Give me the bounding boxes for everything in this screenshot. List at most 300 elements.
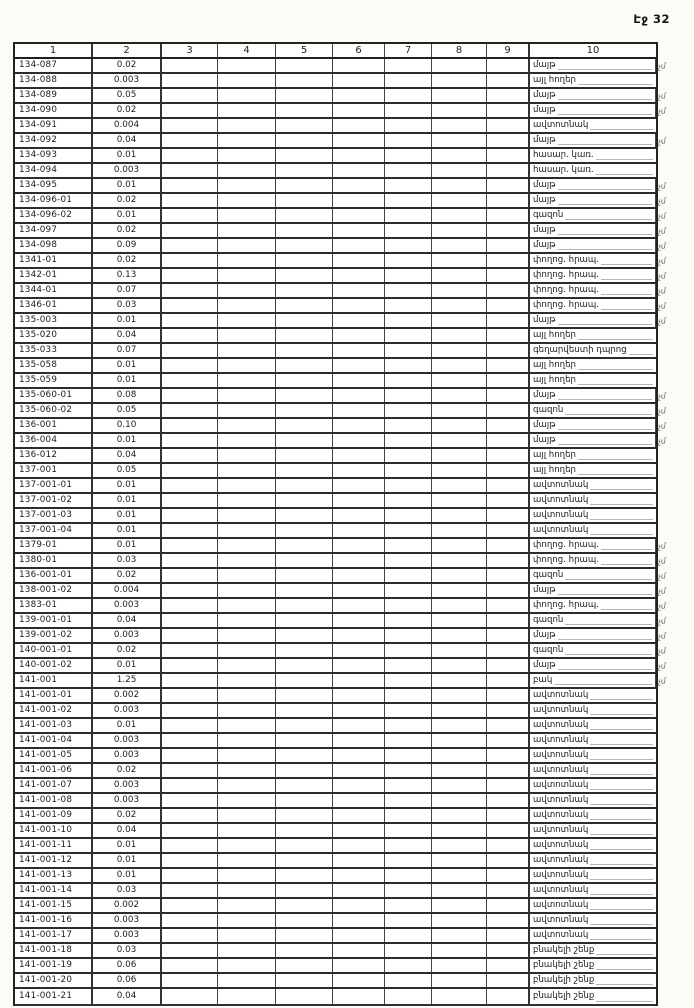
empty-cell <box>487 584 530 597</box>
parcel-code-cell: 135-060-02 <box>15 404 93 417</box>
empty-cell <box>487 944 530 957</box>
empty-cell <box>218 194 276 207</box>
parcel-code-cell: 141-001-18 <box>15 944 93 957</box>
handwritten-margin-mark: չմ <box>657 256 666 267</box>
empty-cell <box>162 299 218 312</box>
empty-cell <box>218 854 276 867</box>
empty-cell <box>333 884 385 897</box>
empty-cell <box>333 584 385 597</box>
area-value-cell: 0.02 <box>93 224 162 237</box>
empty-cell <box>432 59 487 72</box>
land-use-label: մայթ <box>533 240 556 251</box>
empty-cell <box>487 569 530 582</box>
table-row <box>15 944 656 959</box>
land-use-cell <box>530 449 656 462</box>
empty-cell <box>218 899 276 912</box>
handwritten-margin-mark: չմ <box>657 616 666 627</box>
empty-cell <box>385 479 432 492</box>
land-use-cell <box>530 389 656 402</box>
empty-cell <box>487 104 530 117</box>
empty-cell <box>385 539 432 552</box>
land-use-cell <box>530 929 656 942</box>
empty-cell <box>432 659 487 672</box>
parcel-code-cell: 137-001-03 <box>15 509 93 522</box>
scan-underline <box>601 601 652 610</box>
scan-underline <box>590 826 653 835</box>
empty-cell <box>162 674 218 687</box>
handwritten-margin-mark: չմ <box>657 571 666 582</box>
land-use-cell <box>530 434 656 447</box>
handwritten-margin-mark: չմ <box>657 661 666 672</box>
land-use-cell <box>530 59 656 72</box>
empty-cell <box>276 404 333 417</box>
land-use-cell <box>530 269 656 282</box>
parcel-code-cell: 141-001-14 <box>15 884 93 897</box>
empty-cell <box>385 914 432 927</box>
table-row <box>15 509 656 524</box>
handwritten-margin-mark: չմ <box>657 241 666 252</box>
parcel-code-cell: 134-087 <box>15 59 93 72</box>
empty-cell <box>162 509 218 522</box>
empty-cell <box>276 134 333 147</box>
empty-cell <box>162 599 218 612</box>
empty-cell <box>162 824 218 837</box>
parcel-code-cell: 137-001-01 <box>15 479 93 492</box>
parcel-code-cell: 1380-01 <box>15 554 93 567</box>
land-use-label: բնակելի շենք <box>533 991 595 1002</box>
empty-cell <box>162 194 218 207</box>
empty-cell <box>432 854 487 867</box>
empty-cell <box>276 104 333 117</box>
table-row <box>15 404 666 419</box>
empty-cell <box>333 749 385 762</box>
scan-underline <box>596 961 653 970</box>
empty-cell <box>276 719 333 732</box>
empty-cell <box>385 269 432 282</box>
area-value-cell: 0.01 <box>93 359 162 372</box>
land-use-cell <box>530 749 656 762</box>
empty-cell <box>432 809 487 822</box>
empty-cell <box>385 674 432 687</box>
table-row <box>15 254 666 269</box>
empty-cell <box>487 854 530 867</box>
land-use-cell <box>530 674 656 687</box>
land-use-cell <box>530 509 656 522</box>
land-use-label: մայթ <box>533 225 556 236</box>
empty-cell <box>487 884 530 897</box>
land-use-label: ավտոտնակ <box>533 525 589 536</box>
scan-underline <box>578 376 653 385</box>
empty-cell <box>333 569 385 582</box>
empty-cell <box>487 959 530 972</box>
table-row <box>15 464 656 479</box>
empty-cell <box>385 164 432 177</box>
parcel-code-cell: 1383-01 <box>15 599 93 612</box>
empty-cell <box>385 869 432 882</box>
parcel-code-cell: 139-001-02 <box>15 629 93 642</box>
empty-cell <box>276 899 333 912</box>
empty-cell <box>385 509 432 522</box>
empty-cell <box>432 224 487 237</box>
scan-underline <box>578 361 653 370</box>
empty-cell <box>162 689 218 702</box>
empty-cell <box>432 584 487 597</box>
empty-cell <box>276 509 333 522</box>
empty-cell <box>162 974 218 987</box>
land-use-label: ավտոտնակ <box>533 705 589 716</box>
empty-cell <box>385 299 432 312</box>
table-row <box>15 554 666 569</box>
empty-cell <box>385 569 432 582</box>
scan-underline <box>578 76 653 85</box>
empty-cell <box>432 479 487 492</box>
parcel-code-cell: 141-001-02 <box>15 704 93 717</box>
empty-cell <box>333 164 385 177</box>
table-row <box>15 494 656 509</box>
land-use-cell <box>530 374 656 387</box>
parcel-code-cell: 136-012 <box>15 449 93 462</box>
land-use-label: գազոն <box>533 645 564 656</box>
empty-cell <box>276 284 333 297</box>
empty-cell <box>276 614 333 627</box>
empty-cell <box>333 104 385 117</box>
parcel-code-cell: 134-093 <box>15 149 93 162</box>
parcel-code-cell: 1342-01 <box>15 269 93 282</box>
empty-cell <box>432 404 487 417</box>
empty-cell <box>432 644 487 657</box>
empty-cell <box>333 404 385 417</box>
land-use-cell <box>530 719 656 732</box>
parcel-code-cell: 1379-01 <box>15 539 93 552</box>
empty-cell <box>487 674 530 687</box>
handwritten-margin-mark: չմ <box>657 646 666 657</box>
table-row <box>15 704 656 719</box>
handwritten-margin-mark: չմ <box>657 541 666 552</box>
parcel-code-cell: 137-001-04 <box>15 524 93 537</box>
empty-cell <box>218 569 276 582</box>
empty-cell <box>218 134 276 147</box>
land-use-cell <box>530 914 656 927</box>
empty-cell <box>218 659 276 672</box>
land-use-cell <box>530 194 656 207</box>
area-value-cell: 0.01 <box>93 869 162 882</box>
empty-cell <box>276 194 333 207</box>
scan-underline <box>558 136 653 145</box>
scan-underline <box>596 946 653 955</box>
table-row <box>15 419 666 434</box>
empty-cell <box>276 809 333 822</box>
empty-cell <box>218 419 276 432</box>
empty-cell <box>432 134 487 147</box>
empty-cell <box>333 449 385 462</box>
empty-cell <box>487 374 530 387</box>
land-use-label: փողոց. հրապ. <box>533 555 599 566</box>
empty-cell <box>432 764 487 777</box>
land-use-cell <box>530 149 656 162</box>
empty-cell <box>162 149 218 162</box>
empty-cell <box>218 434 276 447</box>
land-use-label: ավտոտնակ <box>533 870 589 881</box>
empty-cell <box>333 509 385 522</box>
empty-cell <box>276 329 333 342</box>
empty-cell <box>333 239 385 252</box>
empty-cell <box>276 644 333 657</box>
empty-cell <box>218 779 276 792</box>
empty-cell <box>432 419 487 432</box>
empty-cell <box>276 149 333 162</box>
scan-underline <box>596 166 653 175</box>
empty-cell <box>162 554 218 567</box>
land-use-label: գազոն <box>533 405 564 416</box>
handwritten-margin-mark: չմ <box>657 91 666 102</box>
empty-cell <box>162 359 218 372</box>
empty-cell <box>276 179 333 192</box>
empty-cell <box>432 299 487 312</box>
area-value-cell: 0.003 <box>93 794 162 807</box>
empty-cell <box>385 314 432 327</box>
area-value-cell: 0.01 <box>93 659 162 672</box>
land-use-cell <box>530 104 656 117</box>
table-row <box>15 584 666 599</box>
empty-cell <box>487 869 530 882</box>
handwritten-margin-mark: չմ <box>657 406 666 417</box>
area-value-cell: 0.01 <box>93 524 162 537</box>
empty-cell <box>487 434 530 447</box>
empty-cell <box>432 914 487 927</box>
empty-cell <box>276 749 333 762</box>
empty-cell <box>385 974 432 987</box>
empty-cell <box>385 854 432 867</box>
table-row <box>15 359 656 374</box>
empty-cell <box>333 854 385 867</box>
empty-cell <box>487 284 530 297</box>
scan-underline <box>590 886 653 895</box>
land-use-label: բնակելի շենք <box>533 975 595 986</box>
land-use-label: ավտոտնակ <box>533 480 589 491</box>
area-value-cell: 0.03 <box>93 884 162 897</box>
land-use-label: փողոց. հրապ. <box>533 285 599 296</box>
area-value-cell: 0.06 <box>93 959 162 972</box>
empty-cell <box>432 539 487 552</box>
land-use-label: մայթ <box>533 105 556 116</box>
area-value-cell: 0.01 <box>93 539 162 552</box>
empty-cell <box>432 524 487 537</box>
land-use-label: ավտոտնակ <box>533 780 589 791</box>
empty-cell <box>162 764 218 777</box>
empty-cell <box>385 134 432 147</box>
land-use-label: գեղարվեստի դպրոց <box>533 345 627 356</box>
empty-cell <box>333 929 385 942</box>
empty-cell <box>385 389 432 402</box>
empty-cell <box>162 269 218 282</box>
area-value-cell: 0.01 <box>93 374 162 387</box>
empty-cell <box>487 719 530 732</box>
scan-underline <box>590 856 653 865</box>
parcel-code-cell: 134-092 <box>15 134 93 147</box>
parcel-code-cell: 135-058 <box>15 359 93 372</box>
empty-cell <box>218 59 276 72</box>
area-value-cell: 0.004 <box>93 584 162 597</box>
area-value-cell: 0.003 <box>93 779 162 792</box>
empty-cell <box>432 929 487 942</box>
empty-cell <box>487 494 530 507</box>
empty-cell <box>487 179 530 192</box>
empty-cell <box>385 584 432 597</box>
empty-cell <box>276 929 333 942</box>
empty-cell <box>276 449 333 462</box>
empty-cell <box>432 719 487 732</box>
empty-cell <box>385 494 432 507</box>
empty-cell <box>385 404 432 417</box>
table-row <box>15 599 666 614</box>
table-row <box>15 59 666 74</box>
empty-cell <box>385 689 432 702</box>
empty-cell <box>218 674 276 687</box>
land-use-label: գազոն <box>533 210 564 221</box>
land-use-label: փողոց. հրապ. <box>533 300 599 311</box>
empty-cell <box>385 794 432 807</box>
table-row <box>15 614 666 629</box>
empty-cell <box>218 104 276 117</box>
empty-cell <box>487 749 530 762</box>
empty-cell <box>487 149 530 162</box>
empty-cell <box>385 374 432 387</box>
empty-cell <box>385 74 432 87</box>
land-use-label: ավտոտնակ <box>533 840 589 851</box>
empty-cell <box>487 824 530 837</box>
empty-cell <box>218 494 276 507</box>
scan-underline <box>590 931 653 940</box>
area-value-cell: 0.08 <box>93 389 162 402</box>
scan-underline <box>578 466 653 475</box>
scan-underline <box>558 586 653 595</box>
empty-cell <box>487 59 530 72</box>
empty-cell <box>276 494 333 507</box>
empty-cell <box>432 614 487 627</box>
empty-cell <box>218 299 276 312</box>
area-value-cell: 0.003 <box>93 749 162 762</box>
land-use-label: ավտոտնակ <box>533 915 589 926</box>
empty-cell <box>333 89 385 102</box>
table-row <box>15 629 666 644</box>
land-use-cell <box>530 614 656 627</box>
empty-cell <box>385 194 432 207</box>
land-use-label: ավտոտնակ <box>533 855 589 866</box>
scan-underline <box>590 781 653 790</box>
empty-cell <box>432 329 487 342</box>
empty-cell <box>218 119 276 132</box>
empty-cell <box>218 479 276 492</box>
area-value-cell: 0.05 <box>93 404 162 417</box>
empty-cell <box>385 59 432 72</box>
empty-cell <box>333 254 385 267</box>
empty-cell <box>276 779 333 792</box>
scan-underline <box>590 916 653 925</box>
scan-underline <box>629 346 653 355</box>
handwritten-margin-mark: չմ <box>657 601 666 612</box>
empty-cell <box>385 734 432 747</box>
empty-cell <box>487 839 530 852</box>
area-value-cell: 0.04 <box>93 824 162 837</box>
empty-cell <box>218 884 276 897</box>
table-row <box>15 284 666 299</box>
scan-underline <box>558 181 653 190</box>
empty-cell <box>162 884 218 897</box>
empty-cell <box>276 704 333 717</box>
empty-cell <box>162 644 218 657</box>
table-row <box>15 569 666 584</box>
empty-cell <box>333 914 385 927</box>
parcel-code-cell: 141-001-03 <box>15 719 93 732</box>
scan-underline <box>590 721 653 730</box>
land-use-cell <box>530 539 656 552</box>
land-use-label: գազոն <box>533 615 564 626</box>
table-row <box>15 329 656 344</box>
scan-underline <box>596 976 653 985</box>
handwritten-margin-mark: չմ <box>657 211 666 222</box>
parcel-code-cell: 141-001-12 <box>15 854 93 867</box>
handwritten-margin-mark: չմ <box>657 286 666 297</box>
table-row <box>15 524 656 539</box>
area-value-cell: 0.02 <box>93 569 162 582</box>
empty-cell <box>385 989 432 1004</box>
empty-cell <box>432 794 487 807</box>
empty-cell <box>487 209 530 222</box>
table-row <box>15 179 666 194</box>
land-use-label: այլ հողեր <box>533 360 577 371</box>
land-use-label: ավտոտնակ <box>533 690 589 701</box>
empty-cell <box>385 614 432 627</box>
empty-cell <box>218 599 276 612</box>
parcel-code-cell: 135-060-01 <box>15 389 93 402</box>
parcel-code-cell: 136-004 <box>15 434 93 447</box>
empty-cell <box>487 359 530 372</box>
parcel-code-cell: 1346-01 <box>15 299 93 312</box>
land-use-label: մայթ <box>533 630 556 641</box>
area-value-cell: 0.05 <box>93 464 162 477</box>
area-value-cell: 0.05 <box>93 89 162 102</box>
empty-cell <box>487 509 530 522</box>
page-number-label: Էջ 32 <box>633 12 670 26</box>
parcel-code-cell: 141-001-15 <box>15 899 93 912</box>
empty-cell <box>487 524 530 537</box>
empty-cell <box>276 464 333 477</box>
parcel-code-cell: 1341-01 <box>15 254 93 267</box>
scan-underline <box>601 271 652 280</box>
empty-cell <box>385 824 432 837</box>
table-row <box>15 149 656 164</box>
empty-cell <box>162 734 218 747</box>
column-header: 3 <box>162 44 218 57</box>
empty-cell <box>432 869 487 882</box>
empty-cell <box>385 329 432 342</box>
empty-cell <box>162 104 218 117</box>
parcel-code-cell: 141-001-16 <box>15 914 93 927</box>
empty-cell <box>333 344 385 357</box>
empty-cell <box>385 419 432 432</box>
table-row <box>15 959 656 974</box>
area-value-cell: 0.04 <box>93 614 162 627</box>
empty-cell <box>333 329 385 342</box>
area-value-cell: 0.01 <box>93 839 162 852</box>
scan-underline <box>590 481 653 490</box>
empty-cell <box>432 884 487 897</box>
empty-cell <box>333 689 385 702</box>
land-use-label: մայթ <box>533 195 556 206</box>
column-header: 1 <box>15 44 93 57</box>
land-use-label: ավտոտնակ <box>533 900 589 911</box>
land-use-cell <box>530 869 656 882</box>
